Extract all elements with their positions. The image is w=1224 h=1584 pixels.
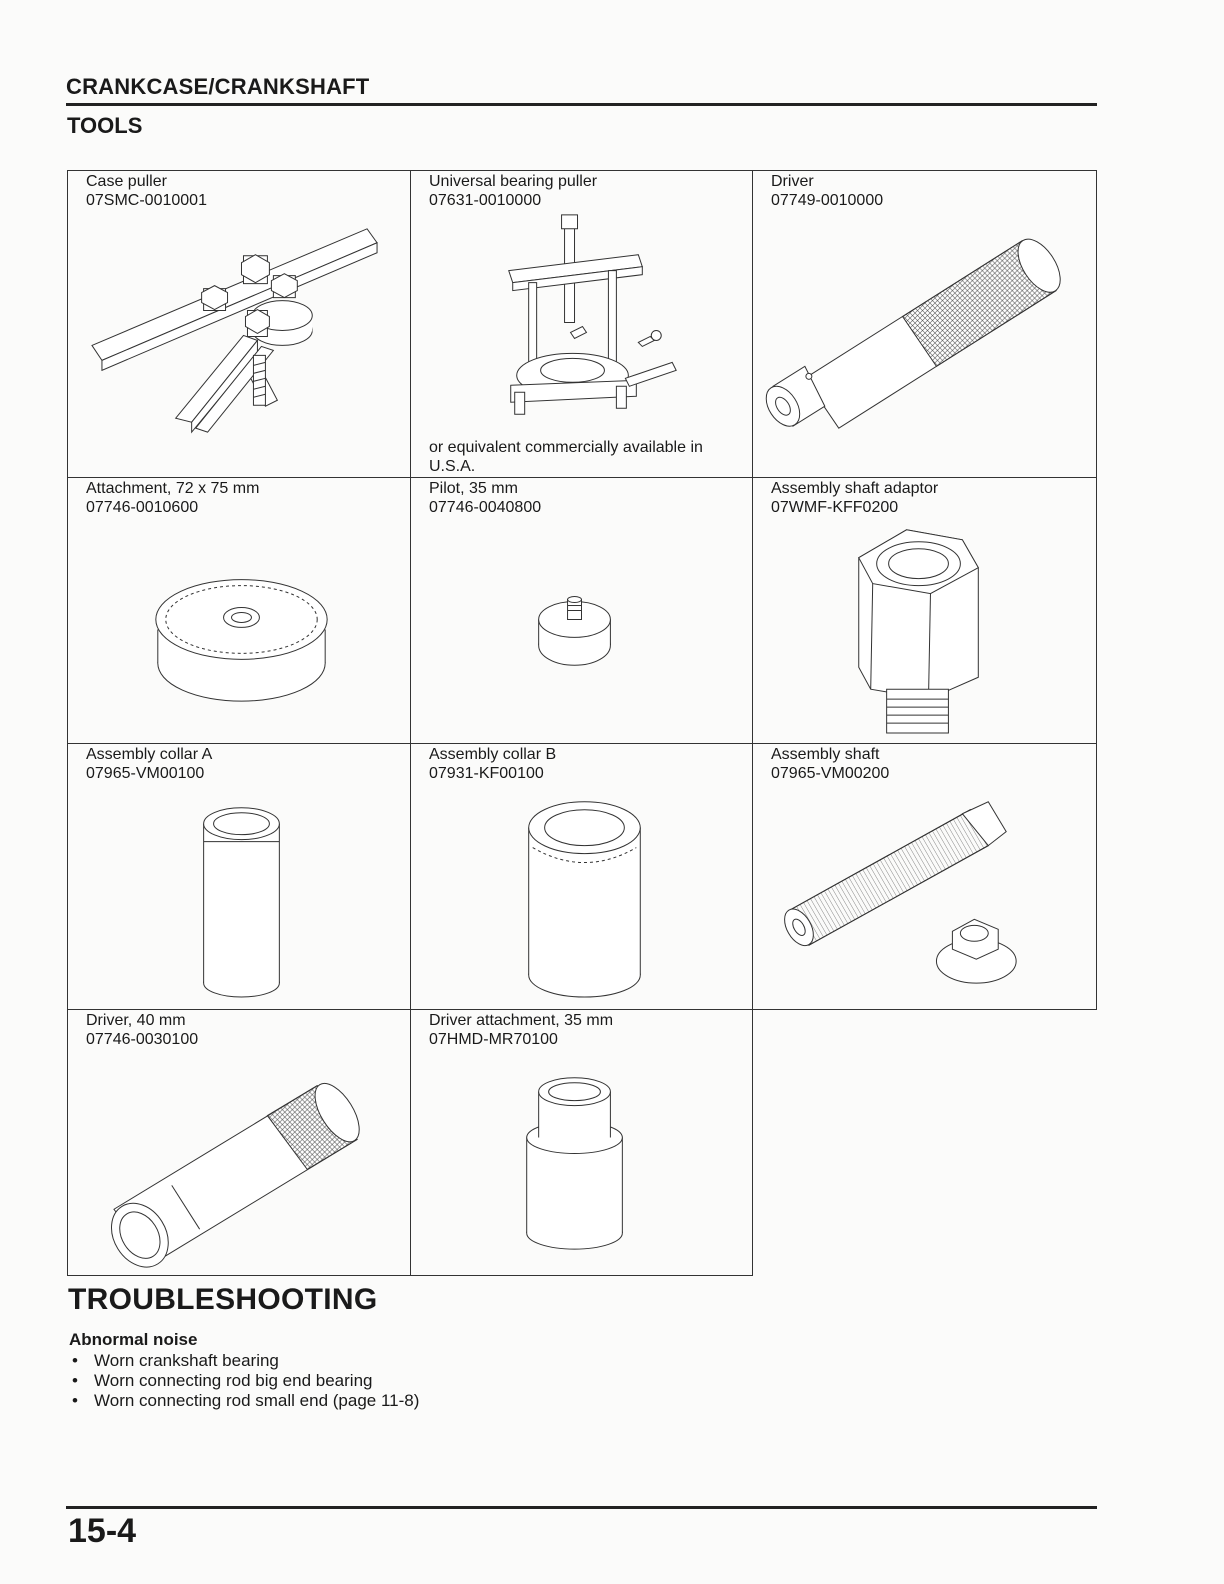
tool-name: Attachment, 72 x 75 mm bbox=[86, 480, 260, 497]
tool-cell-collar-b bbox=[411, 744, 753, 1010]
tool-name: Universal bearing puller bbox=[429, 173, 598, 190]
tool-cell-universal-bearing-puller bbox=[411, 171, 753, 478]
pilot-icon bbox=[411, 478, 752, 743]
tool-part-number: 07746-0040800 bbox=[429, 499, 542, 516]
troubleshooting-subtitle: Abnormal noise bbox=[69, 1330, 198, 1349]
tool-part-number: 07HMD-MR70100 bbox=[429, 1031, 558, 1048]
attachment-icon bbox=[68, 478, 410, 743]
tool-cell-driver bbox=[753, 171, 1097, 478]
troubleshooting-title: TROUBLESHOOTING bbox=[68, 1283, 378, 1316]
tool-cell-driver-40 bbox=[68, 1010, 411, 1276]
tool-cell-assembly-shaft bbox=[753, 744, 1097, 1010]
tool-name: Assembly shaft bbox=[771, 746, 880, 763]
tool-part-number: 07746-0030100 bbox=[86, 1031, 199, 1048]
tool-part-number: 07931-KF00100 bbox=[429, 765, 544, 782]
page-number: 15-4 bbox=[68, 1512, 137, 1550]
header-rule bbox=[66, 103, 1097, 106]
tool-cell-shaft-adaptor bbox=[753, 478, 1097, 744]
tool-part-number: 07631-0010000 bbox=[429, 192, 542, 209]
tool-name: Pilot, 35 mm bbox=[429, 480, 518, 497]
tool-cell-driver-attachment bbox=[411, 1010, 753, 1276]
troubleshooting-list bbox=[72, 1351, 419, 1411]
collar-a-icon bbox=[68, 744, 410, 1009]
tool-part-number: 07749-0010000 bbox=[771, 192, 884, 209]
tool-part-number: 07SMC-0010001 bbox=[86, 192, 207, 209]
tool-name: Driver, 40 mm bbox=[86, 1012, 186, 1029]
driver-40-icon bbox=[68, 1010, 410, 1275]
driver-icon bbox=[753, 171, 1096, 477]
tool-cell-attachment bbox=[68, 478, 411, 744]
tool-name: Assembly collar A bbox=[86, 746, 213, 763]
collar-b-icon bbox=[411, 744, 752, 1009]
tool-cell-collar-a bbox=[68, 744, 411, 1010]
tool-name: Driver attachment, 35 mm bbox=[429, 1012, 614, 1029]
tools-title: TOOLS bbox=[67, 113, 143, 138]
tool-part-number: 07965-VM00100 bbox=[86, 765, 205, 782]
list-item: • Worn crankshaft bearing bbox=[72, 1351, 419, 1371]
tool-name: Assembly shaft adaptor bbox=[771, 480, 939, 497]
tool-name: Case puller bbox=[86, 173, 167, 190]
footer-rule bbox=[66, 1506, 1097, 1509]
driver-attachment-icon bbox=[411, 1010, 752, 1275]
list-item: • Worn connecting rod small end (page 11-8) bbox=[72, 1391, 419, 1411]
empty-cell bbox=[753, 1010, 1097, 1276]
list-item: • Worn connecting rod big end bearing bbox=[72, 1371, 419, 1391]
tool-part-number: 07WMF-KFF0200 bbox=[771, 499, 899, 516]
tool-part-number: 07746-0010600 bbox=[86, 499, 199, 516]
tool-name: Driver bbox=[771, 173, 814, 190]
tool-cell-case-puller bbox=[68, 171, 411, 478]
tools-table bbox=[67, 170, 1097, 1276]
tool-note: or equivalent commercially available in U.S.A. bbox=[429, 439, 703, 475]
tool-name: Assembly collar B bbox=[429, 746, 557, 763]
assembly-shaft-icon bbox=[753, 744, 1096, 1009]
shaft-adaptor-icon bbox=[753, 478, 1096, 743]
section-header: CRANKCASE/CRANKSHAFT bbox=[66, 74, 370, 99]
tool-part-number: 07965-VM00200 bbox=[771, 765, 890, 782]
bearing-puller-icon bbox=[411, 171, 752, 477]
tool-cell-pilot bbox=[411, 478, 753, 744]
case-puller-icon bbox=[68, 171, 410, 477]
